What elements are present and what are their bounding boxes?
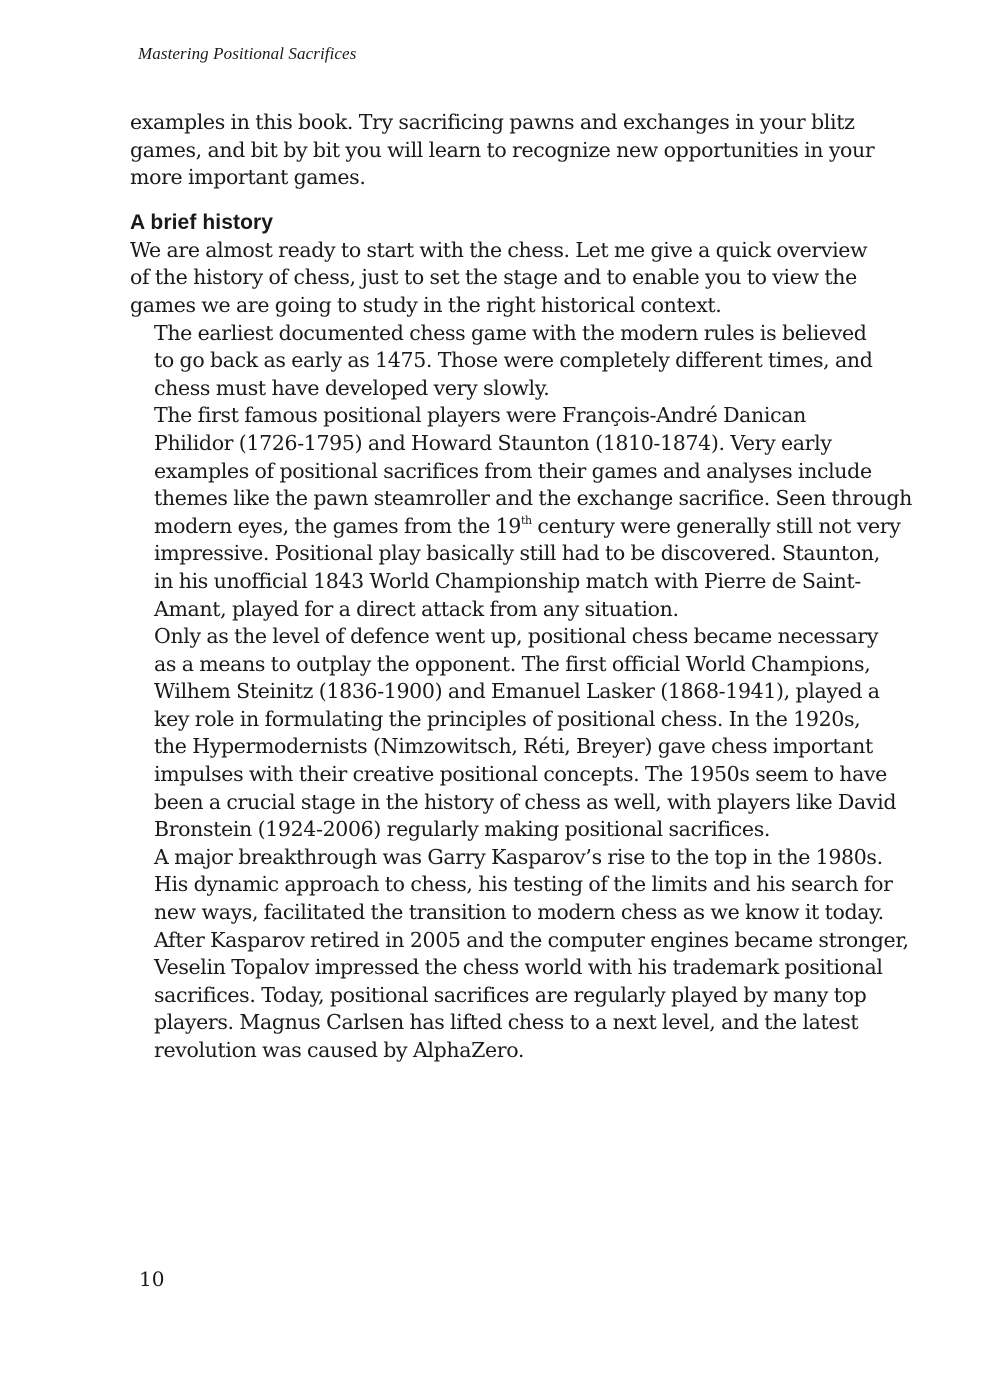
text-line: Only as the level of defence went up, positional chess became necessary <box>154 624 879 649</box>
text-line: examples in this book. Try sacrificing pawns and exchanges in your blitz <box>130 110 855 134</box>
text-line: themes like the pawn steamroller and the exchange sacrifice. Seen through <box>154 486 912 511</box>
text-line: His dynamic approach to chess, his testing of the limits and his search for <box>154 872 893 897</box>
text-line: Bronstein (1924-2006) regularly making positional sacrifices. <box>154 817 771 842</box>
text-line-with-superscript <box>130 513 901 541</box>
paragraph-first-positional-players <box>130 402 912 623</box>
text-line: as a means to outplay the opponent. The first official World Champions, <box>154 651 871 676</box>
text-line: The first famous positional players were François-André Danican <box>154 403 806 428</box>
continuation-paragraph <box>130 109 875 192</box>
text-line: games, and bit by bit you will learn to recognize new opportunities in your <box>130 137 875 162</box>
text-line: more important games. <box>130 165 366 190</box>
text-line: After Kasparov retired in 2005 and the computer engines became stronger, <box>154 927 909 952</box>
running-header: Mastering Positional Sacrifices <box>138 44 357 63</box>
text-line: of the history of chess, just to set the stage and to enable you to view the <box>130 265 857 290</box>
text-segment: modern eyes, the games from the 19 <box>154 513 521 538</box>
text-line: impressive. Positional play basically still had to be discovered. Staunton, <box>154 541 880 566</box>
text-line: Wilhem Steinitz (1836-1900) and Emanuel Lasker (1868-1941), played a <box>154 679 880 704</box>
text-line: sacrifices. Today, positional sacrifices are regularly played by many top <box>154 982 867 1007</box>
text-line: We are almost ready to start with the chess. Let me give a quick overview <box>130 237 868 262</box>
text-line: to go back as early as 1475. Those were completely different times, and <box>154 348 873 373</box>
text-line: impulses with their creative positional concepts. The 1950s seem to have <box>154 762 887 787</box>
text-line: Amant, played for a direct attack from any situation. <box>154 596 679 621</box>
text-line: revolution was caused by AlphaZero. <box>154 1038 525 1062</box>
text-segment: century were generally still not very <box>531 513 901 538</box>
page-number: 10 <box>139 1267 165 1291</box>
page-body <box>130 109 912 1065</box>
text-line: examples of positional sacrifices from their games and analyses include <box>154 458 872 483</box>
text-line: key role in formulating the principles of positional chess. In the 1920s, <box>154 706 861 731</box>
paragraph-world-champions <box>130 623 897 844</box>
text-line: chess must have developed very slowly. <box>154 375 550 400</box>
ordinal-superscript: th <box>520 513 532 527</box>
text-line: The earliest documented chess game with the modern rules is believed <box>154 320 867 345</box>
text-line: A major breakthrough was Garry Kasparov’s rise to the top in the 1980s. <box>154 844 883 869</box>
paragraph-earliest-game <box>130 320 873 403</box>
text-line: Veselin Topalov impressed the chess world with his trademark positional <box>154 955 883 980</box>
text-line: new ways, facilitated the transition to modern chess as we know it today. <box>154 900 884 925</box>
text-line: the Hypermodernists (Nimzowitsch, Réti, Breyer) gave chess important <box>154 734 873 759</box>
paragraph-overview <box>130 237 870 320</box>
section-heading: A brief history <box>130 210 274 234</box>
text-line: games we are going to study in the right historical context. <box>130 292 722 317</box>
text-line: Philidor (1726-1795) and Howard Staunton (1810-1874). Very early <box>154 430 832 455</box>
text-line: in his unofficial 1843 World Championship match with Pierre de Saint- <box>154 568 861 593</box>
text-line: been a crucial stage in the history of chess as well, with players like David <box>154 789 897 814</box>
paragraph-kasparov-breakthrough <box>130 844 909 1065</box>
text-line: players. Magnus Carlsen has lifted chess to a next level, and the latest <box>154 1010 859 1035</box>
